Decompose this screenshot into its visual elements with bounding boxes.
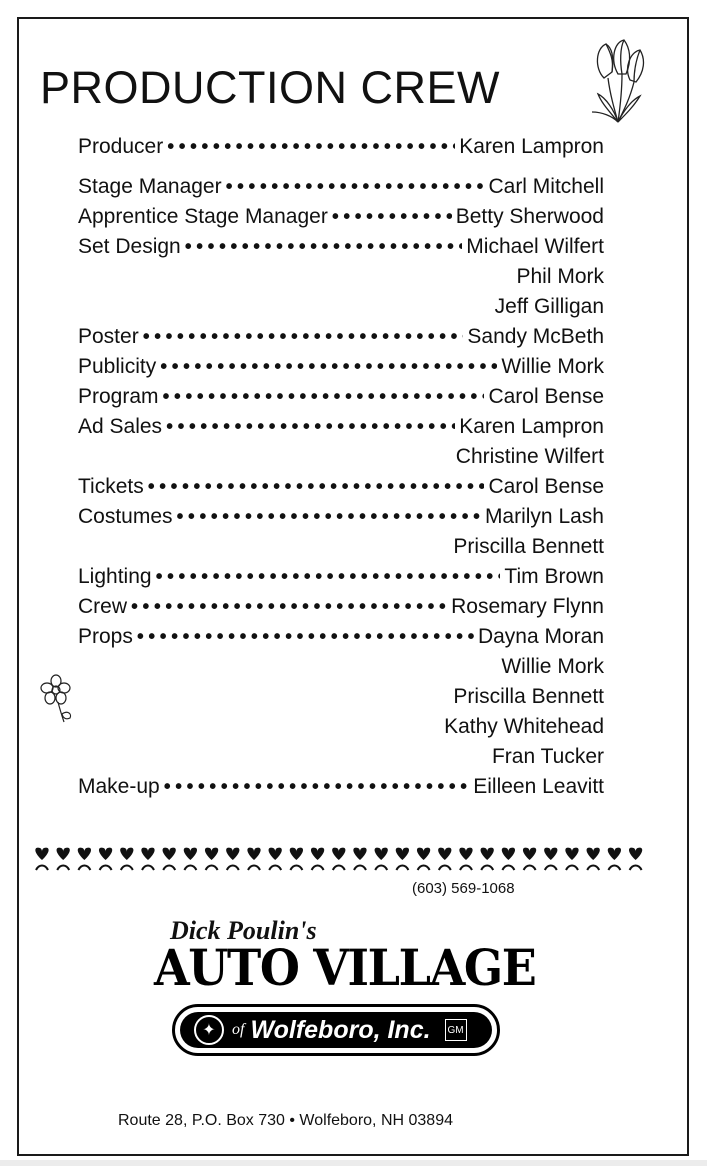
crew-row	[78, 472, 604, 502]
crew-name: Tim Brown	[504, 565, 604, 588]
crew-additional-name: Christine Wilfert	[455, 445, 604, 468]
heart-scroll	[354, 866, 366, 871]
heart-scroll	[184, 866, 196, 871]
heart-divider	[32, 846, 650, 876]
heart-icon	[120, 848, 133, 860]
heart-scroll	[100, 866, 112, 871]
crew-name: Karen Lampron	[459, 135, 604, 158]
heart-scroll	[269, 866, 281, 871]
dot-leader	[156, 567, 501, 587]
heart-scroll	[566, 866, 578, 871]
dot-leader	[185, 237, 463, 257]
crew-row	[78, 412, 604, 442]
heart-scroll	[524, 866, 536, 871]
crew-row	[78, 382, 604, 412]
heart-icon	[78, 848, 91, 860]
crew-role: Producer	[78, 135, 164, 158]
crew-name: Carol Bense	[488, 475, 604, 498]
heart-scroll	[545, 866, 557, 871]
crew-role: Crew	[78, 595, 128, 618]
crew-role: Program	[78, 385, 159, 408]
dot-leader	[148, 477, 485, 497]
heart-icon	[99, 848, 112, 860]
heart-icon	[290, 848, 303, 860]
gm-mark: GM	[445, 1019, 467, 1041]
crew-role: Stage Manager	[78, 175, 222, 198]
heart-icon	[396, 848, 409, 860]
heart-icon	[311, 848, 324, 860]
crew-additional-name: Jeff Gilligan	[494, 295, 604, 318]
heart-icon	[417, 848, 430, 860]
crew-row	[78, 322, 604, 352]
dot-leader	[137, 627, 474, 647]
crew-role: Props	[78, 625, 133, 648]
crew-role: Tickets	[78, 475, 144, 498]
heart-icon	[481, 848, 494, 860]
heart-scroll	[121, 866, 133, 871]
crew-row	[78, 592, 604, 622]
heart-icon	[35, 848, 48, 860]
heart-icon	[353, 848, 366, 860]
dot-leader	[160, 357, 497, 377]
heart-scroll	[227, 866, 239, 871]
heart-scroll	[439, 866, 451, 871]
heart-scroll	[333, 866, 345, 871]
heart-scroll	[502, 866, 514, 871]
crew-name: Rosemary Flynn	[451, 595, 604, 618]
crew-role: Apprentice Stage Manager	[78, 205, 328, 228]
crew-name: Karen Lampron	[459, 415, 604, 438]
heart-icon	[184, 848, 197, 860]
heart-scroll	[375, 866, 387, 871]
dealer-badge	[172, 1004, 500, 1056]
heart-scroll	[481, 866, 493, 871]
heart-scroll	[460, 866, 472, 871]
heart-icon	[502, 848, 515, 860]
crew-name: Michael Wilfert	[466, 235, 604, 258]
heart-scroll	[290, 866, 302, 871]
crew-additional-name: Priscilla Bennett	[453, 685, 604, 708]
crew-name: Dayna Moran	[477, 625, 604, 648]
dot-leader	[164, 777, 470, 797]
crew-name: Willie Mork	[501, 355, 604, 378]
heart-scroll	[396, 866, 408, 871]
heart-scroll	[608, 866, 620, 871]
dealer-badge-inner	[180, 1012, 492, 1048]
crew-row	[78, 622, 604, 652]
heart-icon	[375, 848, 388, 860]
tulip-icon	[584, 38, 650, 124]
heart-scroll	[36, 866, 48, 871]
heart-icon	[226, 848, 239, 860]
crew-row	[78, 562, 604, 592]
crew-role: Poster	[78, 325, 139, 348]
crew-row	[78, 132, 604, 162]
crew-name: Carl Mitchell	[488, 175, 604, 198]
dealer-brand: AUTO VILLAGE	[154, 938, 536, 997]
crew-name: Sandy McBeth	[467, 325, 604, 348]
dealer-name: Wolfeboro, Inc.	[250, 1015, 431, 1044]
dealer-phone: (603) 569-1068	[412, 880, 515, 897]
crew-name: Betty Sherwood	[455, 205, 604, 228]
dot-leader	[332, 207, 452, 227]
heart-scroll	[587, 866, 599, 871]
crew-role: Make-up	[78, 775, 160, 798]
crew-additional-name: Priscilla Bennett	[453, 535, 604, 558]
heart-scroll	[78, 866, 90, 871]
crew-row	[78, 772, 604, 802]
heart-icon	[247, 848, 260, 860]
crew-role: Set Design	[78, 235, 181, 258]
heart-icon	[57, 848, 70, 860]
dot-leader	[226, 177, 485, 197]
heart-scroll	[312, 866, 324, 871]
dot-leader	[131, 597, 447, 617]
crew-role: Ad Sales	[78, 415, 163, 438]
page-title: PRODUCTION CREW	[40, 62, 500, 113]
crew-row	[78, 172, 604, 202]
crew-role: Publicity	[78, 355, 157, 378]
heart-scroll	[163, 866, 175, 871]
heart-icon	[629, 848, 642, 860]
crew-name: Carol Bense	[488, 385, 604, 408]
crew-additional-name: Willie Mork	[501, 655, 604, 678]
dealer-of: of	[232, 1021, 245, 1038]
bottom-edge	[0, 1160, 707, 1166]
heart-scroll	[248, 866, 260, 871]
dealer-owner: Dick Poulin's	[170, 916, 317, 945]
crew-row	[78, 232, 604, 262]
heart-scroll	[206, 866, 218, 871]
crew-role: Lighting	[78, 565, 152, 588]
heart-icon	[565, 848, 578, 860]
crew-row	[78, 352, 604, 382]
dot-leader	[177, 507, 481, 527]
crew-row	[78, 202, 604, 232]
dealer-address: Route 28, P.O. Box 730 • Wolfeboro, NH 03894	[118, 1112, 453, 1129]
dot-leader	[163, 387, 485, 407]
heart-icon	[544, 848, 557, 860]
heart-icon	[205, 848, 218, 860]
heart-icon	[523, 848, 536, 860]
pentastar-icon: ✦	[194, 1015, 224, 1045]
heart-icon	[163, 848, 176, 860]
heart-icon	[459, 848, 472, 860]
heart-scroll	[57, 866, 69, 871]
crew-additional-name: Kathy Whitehead	[444, 715, 604, 738]
heart-scroll	[630, 866, 642, 871]
heart-scroll	[142, 866, 154, 871]
crew-row	[78, 502, 604, 532]
crew-name: Marilyn Lash	[484, 505, 604, 528]
crew-role: Costumes	[78, 505, 173, 528]
heart-icon	[332, 848, 345, 860]
dot-leader	[167, 137, 455, 157]
crew-additional-name: Phil Mork	[516, 265, 604, 288]
heart-scroll	[418, 866, 430, 871]
dot-leader	[143, 327, 464, 347]
heart-icon	[141, 848, 154, 860]
crew-name: Eilleen Leavitt	[473, 775, 604, 798]
heart-icon	[438, 848, 451, 860]
flower-icon	[36, 674, 76, 724]
crew-additional-name: Fran Tucker	[491, 745, 604, 768]
dot-leader	[166, 417, 455, 437]
heart-icon	[608, 848, 621, 860]
heart-icon	[587, 848, 600, 860]
heart-icon	[269, 848, 282, 860]
